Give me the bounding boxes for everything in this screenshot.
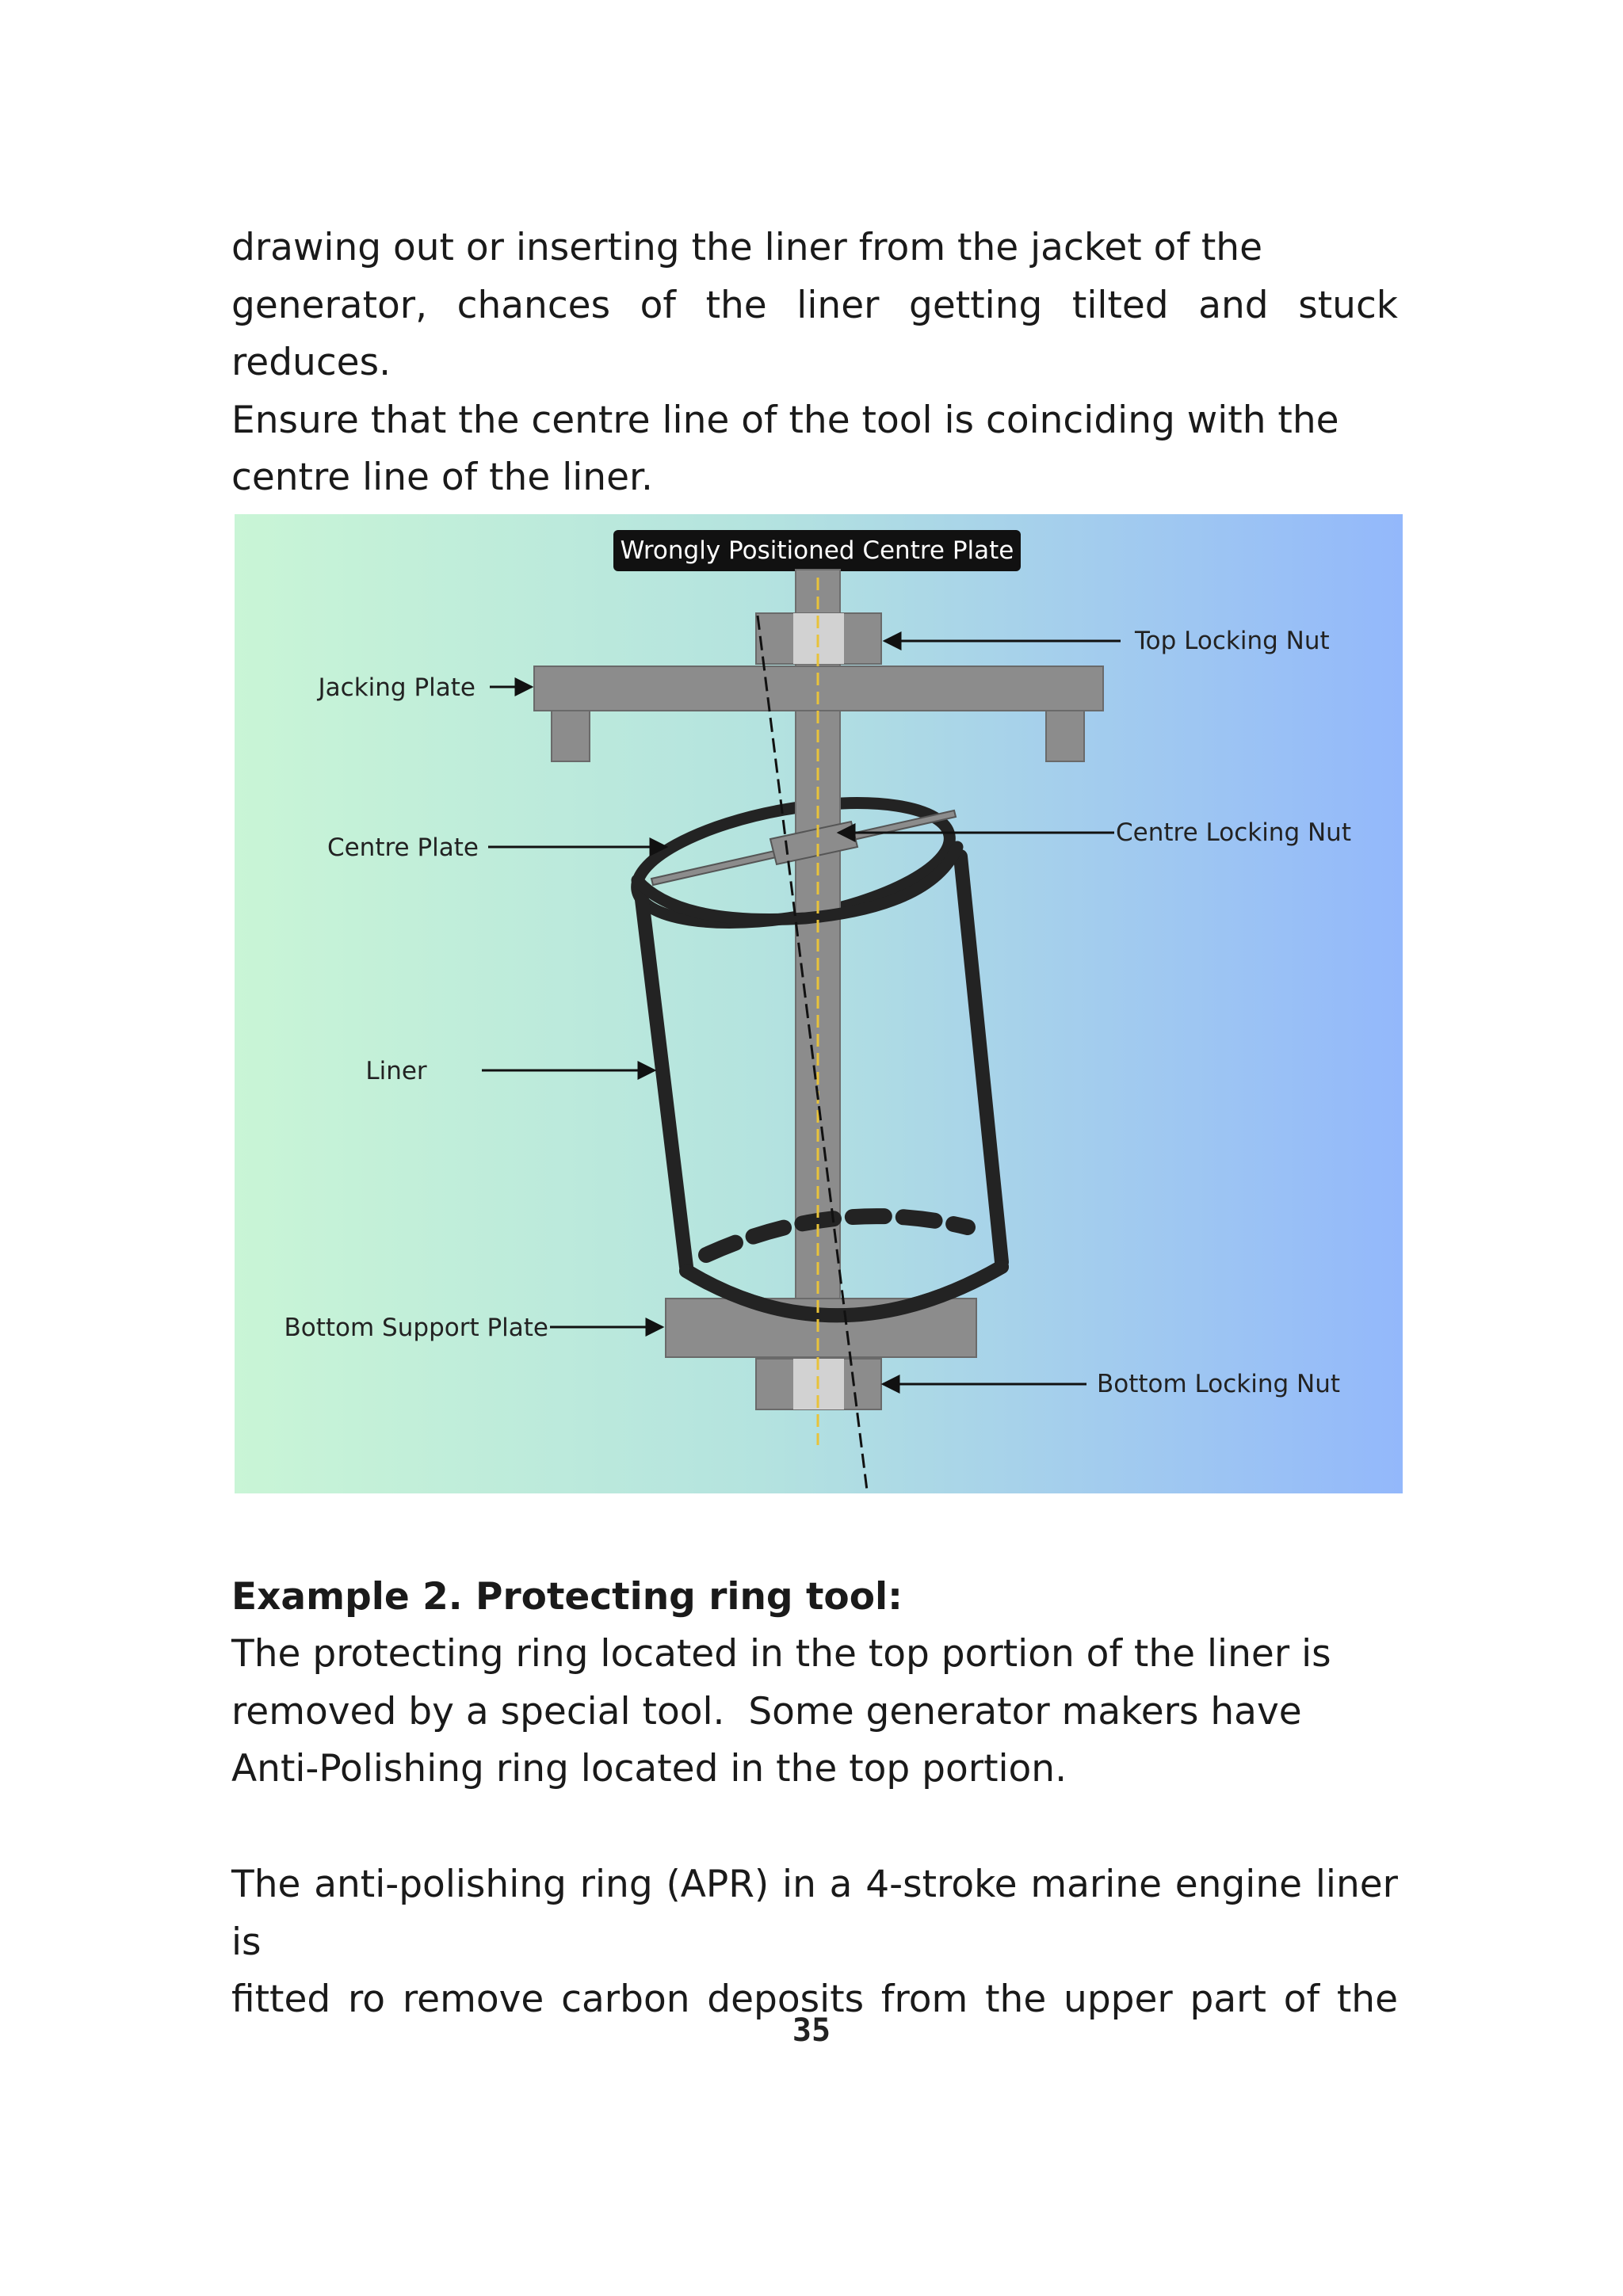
text-line: generator, chances of the liner getting tilted and stuck reduces. [231,283,1398,384]
jacking-plate-leg-right [1046,711,1084,761]
body-paragraph [231,219,1398,507]
label-liner: Liner [365,1057,427,1085]
text-line: Ensure that the centre line of the tool is coinciding with the [231,398,1339,442]
page-number: 35 [792,2012,831,2049]
text-line: fitted ro remove carbon deposits from the upper part of the [231,1978,1398,2021]
example-heading: Example 2. Protecting ring tool: [231,1575,903,1619]
text-line: The protecting ring located in the top portion of the liner is [231,1632,1331,1676]
text-line: The anti-polishing ring (APR) in a 4-stroke marine engine liner is [231,1863,1398,1964]
bottom-support-plate [666,1299,976,1357]
jacking-plate-leg-left [552,711,590,761]
body-paragraph [231,1856,1398,2029]
label-bottom-support-plate: Bottom Support Plate [284,1314,548,1342]
diagram-title: Wrongly Positioned Centre Plate [620,536,1014,565]
liner-tool-diagram [235,514,1403,1493]
body-paragraph [231,1626,1398,1798]
label-centre-plate: Centre Plate [327,833,479,862]
label-top-locking-nut: Top Locking Nut [1135,627,1330,655]
text-line: Anti-Polishing ring located in the top portion. [231,1747,1067,1791]
text-line: centre line of the liner. [231,456,653,499]
text-line: removed by a special tool. Some generator makers have [231,1689,1302,1733]
label-jacking-plate: Jacking Plate [318,673,475,702]
label-centre-locking-nut: Centre Locking Nut [1116,818,1351,847]
label-bottom-locking-nut: Bottom Locking Nut [1097,1370,1341,1398]
text-line: drawing out or inserting the liner from the jacket of the [231,226,1263,269]
